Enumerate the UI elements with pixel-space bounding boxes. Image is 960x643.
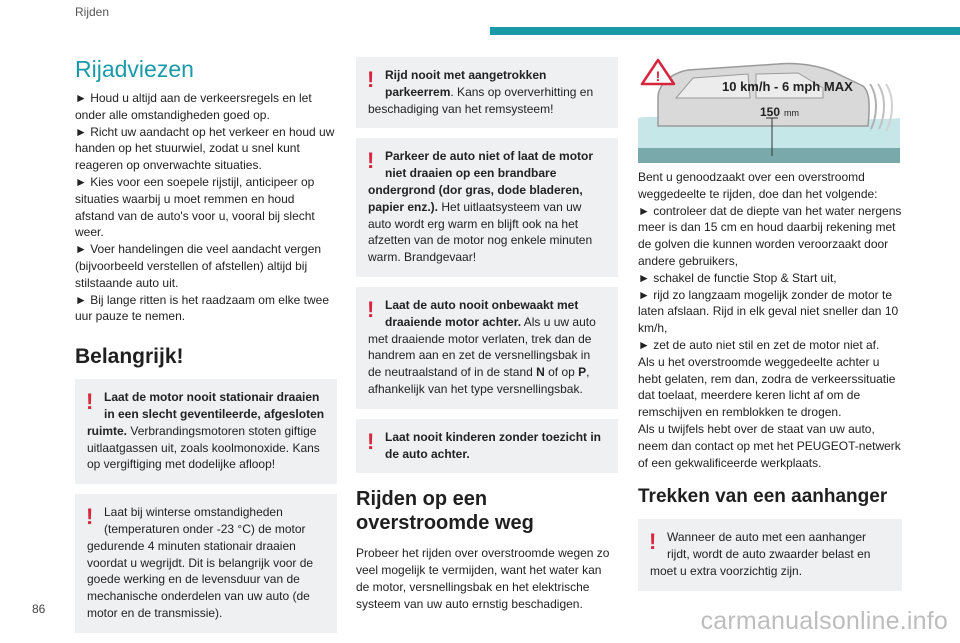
column-1 (75, 56, 337, 643)
column-2 (356, 57, 618, 613)
warning-box-parking-brake (356, 57, 618, 128)
warning-exclamation-icon: ! (367, 148, 375, 174)
warning-text: Wanneer de auto met een aanhanger rijdt, wordt de auto zwaarder belast en moet u extra voorzichtig zijn. (650, 530, 871, 578)
warning-box-towing (638, 519, 902, 590)
list-item: ► zet de auto niet stil en zet de motor niet af. (638, 337, 880, 352)
svg-text:!: ! (655, 68, 661, 84)
warning-text: Rijd nooit met aangetrokken parkeerrem. Kans op oververhitting en beschadiging van het remsysteem! (368, 68, 594, 116)
list-item: ► Voer handelingen die veel aandacht vergen (bijvoorbeeld verstellen of afstellen) altijd bij stilstaande auto uit. (75, 242, 322, 290)
list-item: ► Houd u altijd aan de verkeersregels en let onder alle omstandigheden goed op. (75, 91, 312, 122)
list-item: Als u het overstroomde weggedeelte achter u hebt gelaten, rem dan, zodra de verkeerssituatie dat toelaat, meerdere keren licht af om de remschijven en remblokken te drogen. (638, 354, 896, 420)
warning-box-flammable-ground (356, 138, 618, 277)
list-item: ► Kies voor een soepele rijstijl, anticipeer op situaties waarbij u moet remmen en houd afstand van de auto's voor u, vooral bij slecht weer. (75, 174, 315, 240)
depth-value-label: 150 (760, 105, 781, 119)
warning-exclamation-icon: ! (649, 529, 657, 555)
warning-exclamation-icon: ! (86, 389, 94, 415)
section-title-flooded-road: Rijden op een overstroomde weg (356, 488, 534, 535)
list-item: Bent u genoodzaakt over een overstroomd weggedeelte te rijden, doe dan het volgende: (638, 170, 878, 201)
warning-box-winter (75, 494, 337, 633)
warning-text: Laat de motor nooit stationair draaien in een slecht geventileerde, afgesloten ruimte. Verbrandingsmotoren stoten giftige uitlaatgassen uit, zoals koolmonoxide. Kans op vergiftiging met dodelijke afloop! (87, 390, 325, 472)
header-accent-bar (490, 27, 960, 35)
speed-limit-label: 10 km/h - 6 mph MAX (722, 79, 853, 94)
list-item: ► Richt uw aandacht op het verkeer en houd uw handen op het stuurwiel, zodat u snel kunt reageren op onverwachte situaties. (75, 124, 335, 173)
warning-text: Laat nooit kinderen zonder toezicht in de auto achter. (385, 429, 602, 461)
warning-exclamation-icon: ! (86, 504, 94, 530)
warning-text: Parkeer de auto niet of laat de motor niet draaien op een brandbare ondergrond (dor gras, dode bladeren, papier enz.). Het uitlaatsysteem van uw auto wordt erg warm en blijft ook na het afzetten van de motor nog enkele minuten warm. Brandgevaar! (368, 149, 594, 265)
flooded-road-illustration (638, 56, 900, 163)
warning-box-unattended (356, 287, 618, 409)
driving-tips-list (75, 90, 337, 325)
depth-unit-label: mm (784, 108, 799, 118)
warning-box-ventilation (75, 379, 337, 484)
running-header: Rijden (75, 5, 110, 19)
section-title-towing: Trekken van een aanhanger (638, 486, 888, 508)
list-item: ► schakel de functie Stop & Start uit, (638, 270, 837, 285)
flooded-road-intro: Probeer het rijden over overstroomde wegen zo veel mogelijk te vermijden, want het water kan de motor, versnellingsbak en het elektrische systeem van uw auto ernstig beschadigen. (356, 546, 610, 611)
warning-box-children (356, 419, 618, 474)
flooded-road-steps (638, 169, 902, 471)
warning-text: Laat de auto nooit onbewaakt met draaiende motor achter. Als u uw auto met draaiende motor verlaten, trek dan de handrem aan en zet de versnellingsbak in de neutraalstand of in de stand N of op P, afhankelijk van het type versnellingsbak. (368, 297, 596, 396)
section-title-belangrijk: Belangrijk! (75, 345, 184, 369)
page-number: 86 (32, 602, 46, 616)
section-title-rijadviezen: Rijadviezen (75, 56, 194, 82)
column-3 (638, 56, 902, 601)
list-item: Als u twijfels hebt over de staat van uw auto, neem dan contact op met het PEUGEOT-netwerk of een gekwalificeerde werkplaats. (638, 421, 901, 470)
list-item: ► rijd zo langzaam mogelijk zonder de motor te laten afslaan. Rijd in elk geval niet sneller dan 10 km/h, (638, 287, 899, 336)
watermark: carmanualsonline.info (700, 607, 948, 635)
list-item: ► Bij lange ritten is het raadzaam om elke twee uur pauze te nemen. (75, 292, 329, 324)
list-item: ► controleer dat de diepte van het water nergens meer is dan 15 cm en houd daarbij rekening met de golven die kunnen worden veroorzaakt door andere gebruikers, (638, 203, 902, 268)
warning-exclamation-icon: ! (367, 428, 375, 454)
warning-text: Laat bij winterse omstandigheden (temperaturen onder -23 °C) de motor gedurende 4 minuten stationair draaien voordat u wegrijdt. Dit is belangrijk voor de goede werking en de levensduur van de mechanische onderdelen van uw auto (de motor en de transmissie). (87, 505, 314, 620)
warning-exclamation-icon: ! (367, 67, 375, 92)
warning-exclamation-icon: ! (367, 296, 375, 322)
